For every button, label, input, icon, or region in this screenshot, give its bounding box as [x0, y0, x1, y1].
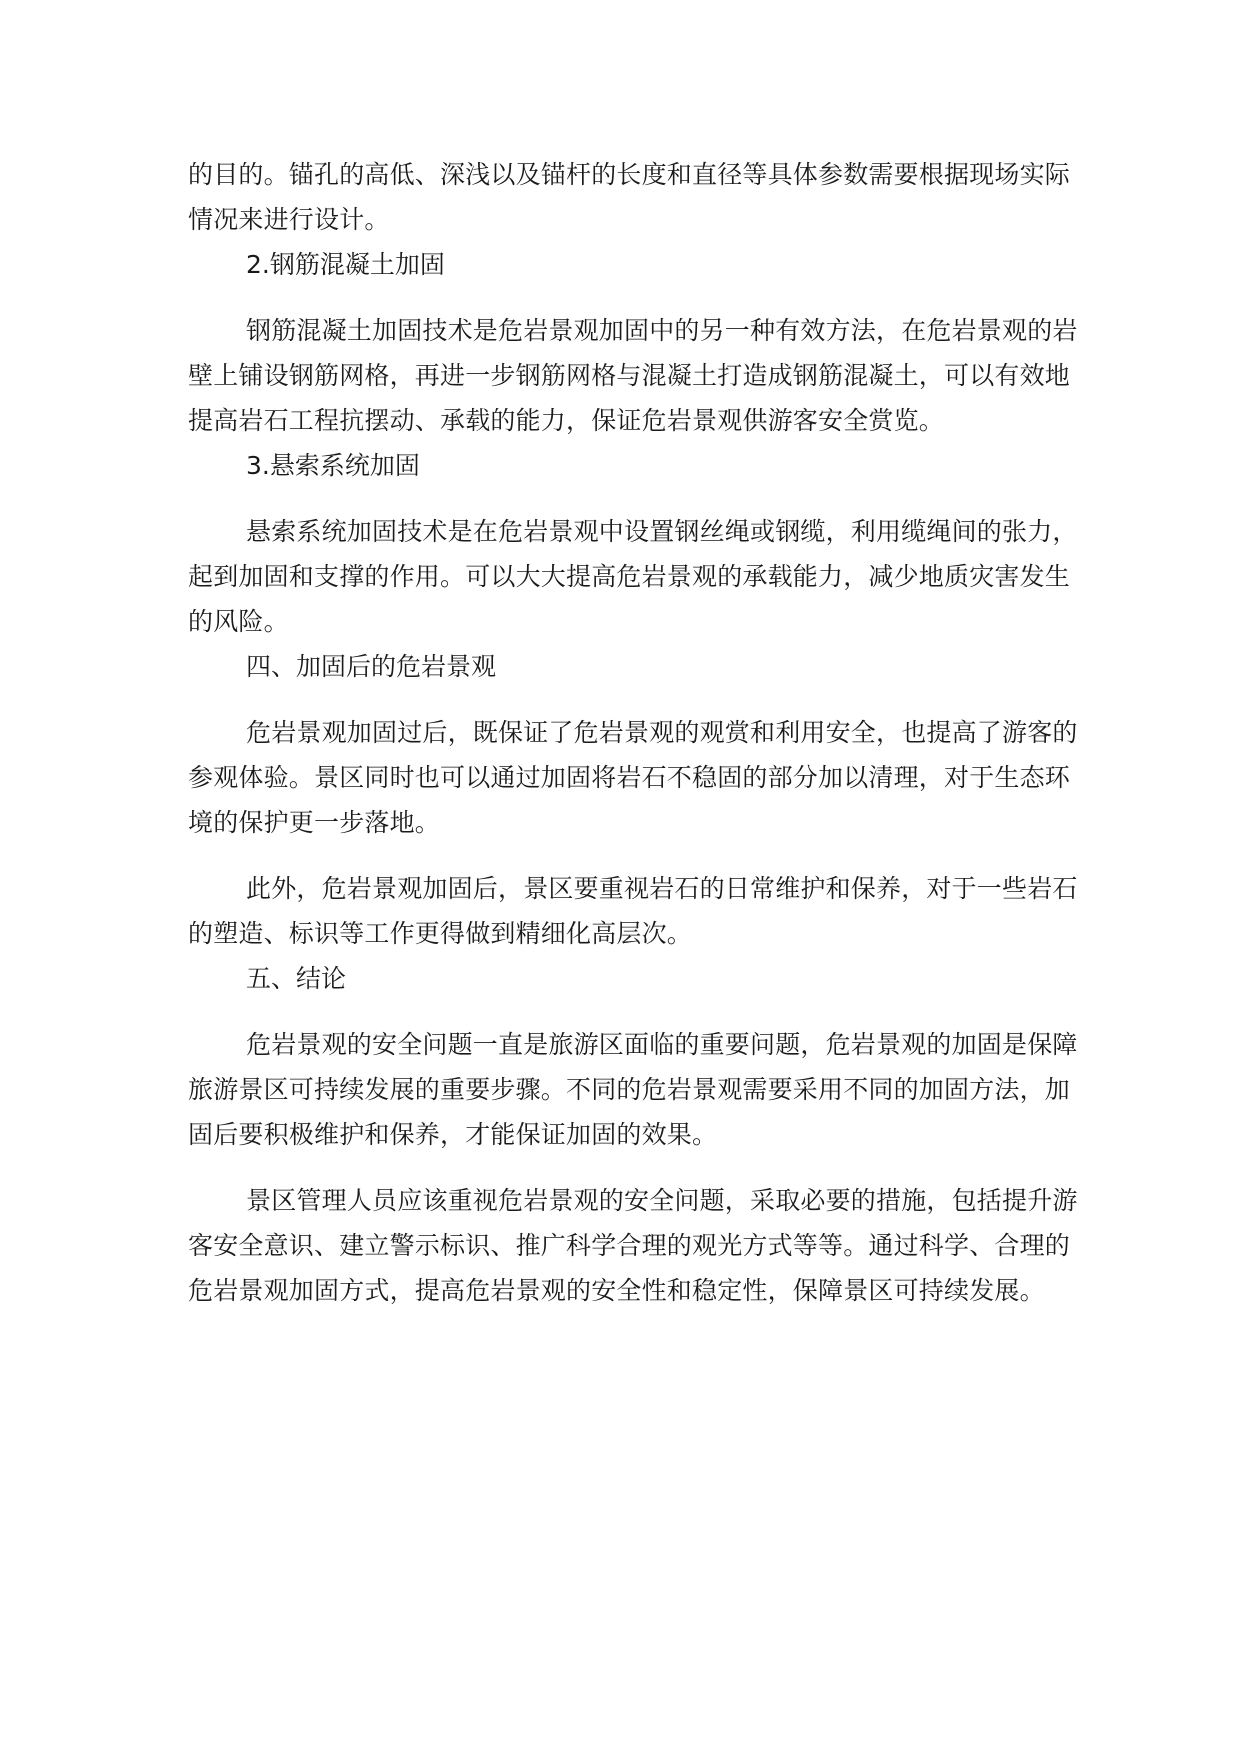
paragraph-conclusion-1: 危岩景观的安全问题一直是旅游区面临的重要问题，危岩景观的加固是保障旅游景区可持续发展的重要步骤。不同的危岩景观需要采用不同的加固方法，加固后要积极维护和保养，才能保证加固的效果。 — [188, 1030, 1078, 1149]
section-heading-suspension-system: 3.悬索系统加固 — [246, 451, 420, 480]
paragraph-suspension-system: 悬索系统加固技术是在危岩景观中设置钢丝绳或钢缆，利用缆绳间的张力，起到加固和支撑的作用。可以大大提高危岩景观的承载能力，减少地质灾害发生的风险。 — [188, 517, 1078, 636]
paragraph-after-reinforcement-1: 危岩景观加固过后，既保证了危岩景观的观赏和利用安全，也提高了游客的参观体验。景区同时也可以通过加固将岩石不稳固的部分加以清理，对于生态环境的保护更一步落地。 — [188, 718, 1078, 837]
paragraph-after-reinforcement-2: 此外，危岩景观加固后，景区要重视岩石的日常维护和保养，对于一些岩石的塑造、标识等工作更得做到精细化高层次。 — [188, 874, 1078, 948]
section-heading-reinforced-concrete: 2.钢筋混凝土加固 — [246, 250, 445, 279]
section-heading-conclusion: 五、结论 — [246, 964, 347, 993]
paragraph-conclusion-2: 景区管理人员应该重视危岩景观的安全问题，采取必要的措施，包括提升游客安全意识、建立警示标识、推广科学合理的观光方式等等。通过科学、合理的危岩景观加固方式，提高危岩景观的安全性和稳定性，保障景区可持续发展。 — [188, 1186, 1078, 1305]
document-body — [188, 152, 1078, 1313]
paragraph-continuation: 的目的。锚孔的高低、深浅以及锚杆的长度和直径等具体参数需要根据现场实际情况来进行设计。 — [188, 160, 1071, 234]
section-heading-after-reinforcement: 四、加固后的危岩景观 — [246, 652, 497, 681]
paragraph-reinforced-concrete: 钢筋混凝土加固技术是危岩景观加固中的另一种有效方法，在危岩景观的岩壁上铺设钢筋网格，再进一步钢筋网格与混凝土打造成钢筋混凝土，可以有效地提高岩石工程抗摆动、承载的能力，保证危岩景观供游客安全赏览。 — [188, 316, 1078, 435]
